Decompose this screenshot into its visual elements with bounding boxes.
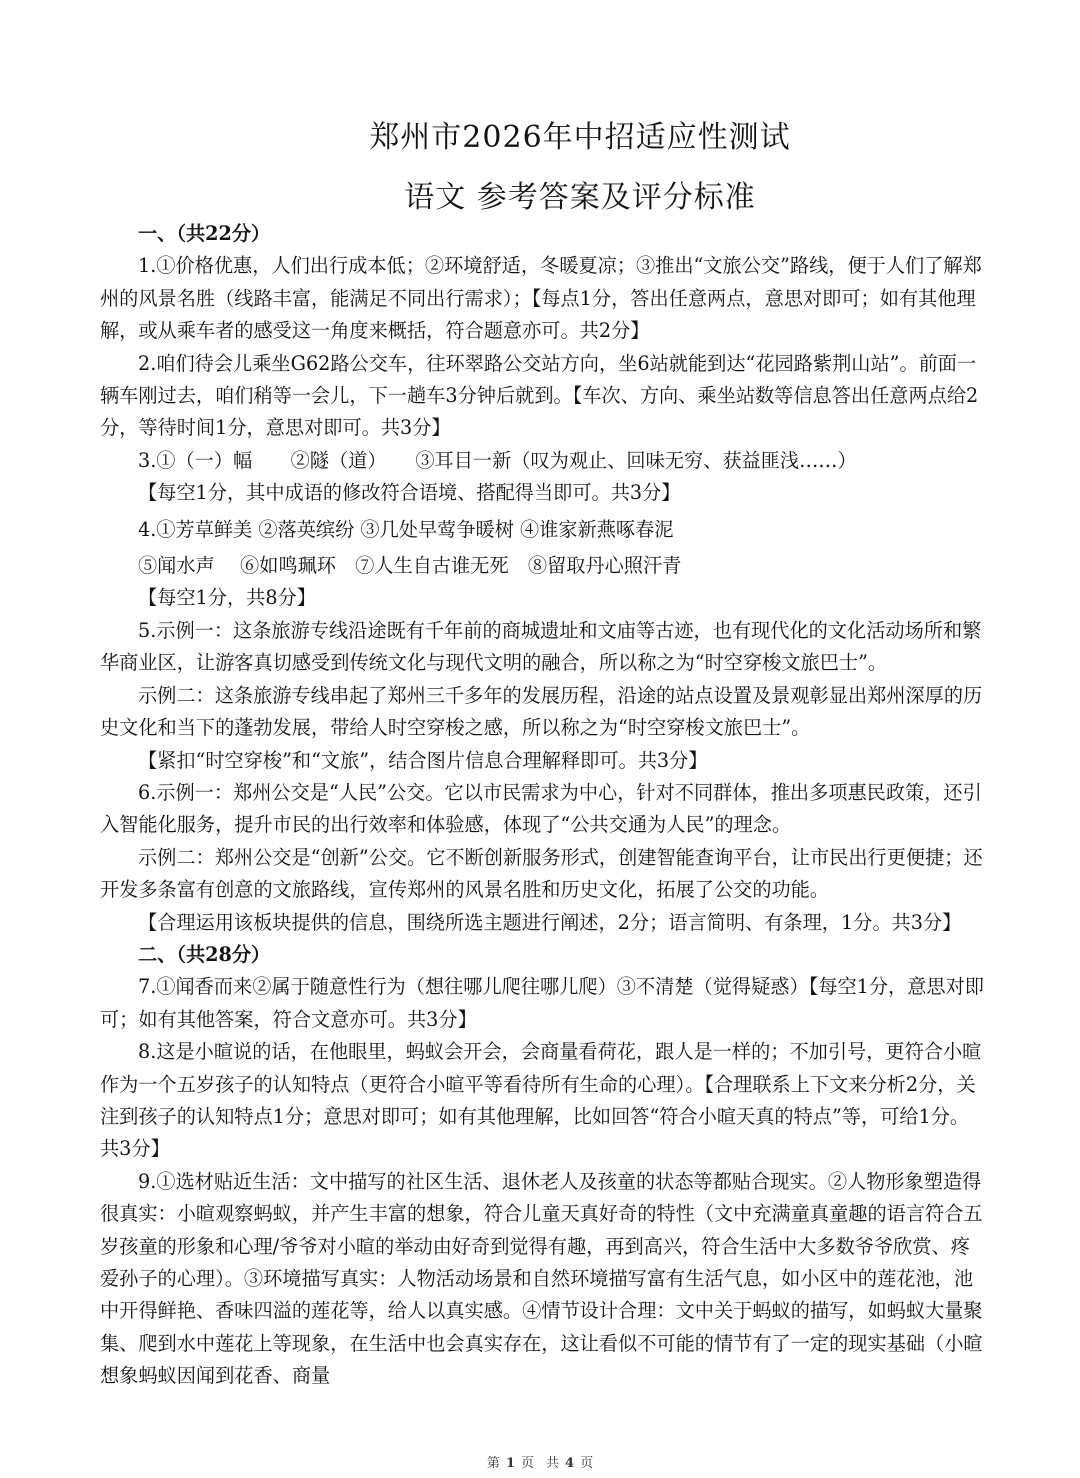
answer-q4-line1: 4.①芳草鲜美 ②落英缤纷 ③几处早莺争暖树 ④谁家新燕啄春泥 <box>138 517 674 541</box>
answer-q6-example1: 6.示例一：郑州公交是“人民”公交。它以市民需求为中心，针对不同群体，推出多项惠民政策，还引入智能化服务，提升市民的出行效率和体验感，体现了“公共交通为人民”的理念。 <box>100 780 982 837</box>
answer-q3: 3.①（一）幅 ②隧（道） ③耳目一新（叹为观止、回味无穷、获益匪浅……） <box>138 448 857 472</box>
page-title: 郑州市2026年中招适应性测试 <box>369 120 791 155</box>
footer-prefix: 第 <box>486 1456 500 1471</box>
answer-q4-line2: ⑤闻水声 ⑥如鸣珮环 ⑦人生自古谁无死 ⑧留取丹心照汗青 <box>138 554 682 578</box>
footer-total-word: 共 <box>546 1456 560 1471</box>
answer-q5-scoring: 【紧扣“时空穿梭”和“文旅”，结合图片信息合理解释即可。共3分】 <box>138 748 708 772</box>
answer-q9: 9.①选材贴近生活：文中描写的社区生活、退休老人及孩童的状态等都贴合现实。②人物形象塑造得很真实：小暄观察蚂蚁，并产生丰富的想象，符合儿童天真好奇的特性（文中充满童真童趣的语言符合五岁孩童的形象和心理/爷爷对小暄的举动由好奇到觉得有趣，再到高兴，符合生活中大多数爷爷欣赏、疼爱孙子的心理）。③环境描写真实：人物活动场景和自然环境描写富有生活气息，如小区中的莲花池，池中开得鲜艳、香味四溢的莲花等，给人以真实感。④情节设计合理：文中关于蚂蚁的描写，如蚂蚁大量聚集、爬到水中莲花上等现象，在生活中也会真实存在，这让看似不可能的情节有了一定的现实基础（小暄想象蚂蚁因闻到花香、商量 <box>100 1169 983 1388</box>
answer-q4-scoring: 【每空1分，共8分】 <box>138 586 316 610</box>
answer-q8: 8.这是小暄说的话，在他眼里，蚂蚁会开会，会商量看荷花，跟人是一样的；不加引号，更符合小暄作为一个五岁孩子的认知特点（更符合小暄平等看待所有生命的心理）。【合理联系上下文来分析2分，关注到孩子的认知特点1分；意思对即可；如有其他理解，比如回答“符合小暄天真的特点”等，可给1分。共3分】 <box>100 1040 982 1161</box>
footer-suffix: 页 <box>580 1456 594 1471</box>
answer-q6-example2: 示例二：郑州公交是“创新”公交。它不断创新服务形式，创建智能查询平台，让市民出行更便捷；还开发多条富有创意的文旅路线，宣传郑州的风景名胜和历史文化，拓展了公交的功能。 <box>100 845 983 902</box>
page-subtitle: 语文 参考答案及评分标准 <box>404 180 756 215</box>
page-number: 1 <box>505 1456 515 1471</box>
answer-q3-scoring: 【每空1分，其中成语的修改符合语境、搭配得当即可。共3分】 <box>138 481 681 505</box>
answer-q5-example1: 5.示例一：这条旅游专线沿途既有千年前的商城遗址和文庙等古迹，也有现代化的文化活动场所和繁华商业区，让游客真切感受到传统文化与现代文明的融合，所以称之为“时空穿梭文旅巴士”。 <box>100 618 982 675</box>
section-heading-2: 二、（共28分） <box>138 942 271 966</box>
answer-q6-scoring: 【合理运用该板块提供的信息，围绕所选主题进行阐述，2分；语言简明、有条理，1分。共3分】 <box>138 910 962 934</box>
footer-page-word: 页 <box>520 1456 534 1471</box>
answer-q5-example2: 示例二：这条旅游专线串起了郑州三千多年的发展历程，沿途的站点设置及景观彰显出郑州深厚的历史文化和当下的蓬勃发展，带给人时空穿梭之感，所以称之为“时空穿梭文旅巴士”。 <box>100 683 983 740</box>
page-total: 4 <box>565 1456 575 1471</box>
answer-q7: 7.①闻香而来②属于随意性行为（想往哪儿爬往哪儿爬）③不清楚（觉得疑惑）【每空1分，意思对即可；如有其他答案，符合文意亦可。共3分】 <box>100 975 984 1031</box>
section-heading-1: 一、（共22分） <box>138 222 271 245</box>
page-footer <box>0 1452 1080 1471</box>
answer-body <box>100 218 986 1393</box>
answer-q1: 1.①价格优惠，人们出行成本低；②环境舒适，冬暖夏凉；③推出“文旅公交”路线，便于人们了解郑州的风景名胜（线路丰富，能满足不同出行需求）；【每点1分，答出任意两点，意思对即可；如有其他理解，或从乘车者的感受这一角度来概括，符合题意亦可。共2分】 <box>100 254 982 343</box>
answer-q2: 2.咱们待会儿乘坐G62路公交车，往环翠路公交站方向，坐6站就能到达“花园路紫荆山站”。前面一辆车刚过去，咱们稍等一会儿，下一趟车3分钟后就到。【车次、方向、乘坐站数等信息答出任意两点给2分，等待时间1分，意思对即可。共3分】 <box>100 351 979 440</box>
